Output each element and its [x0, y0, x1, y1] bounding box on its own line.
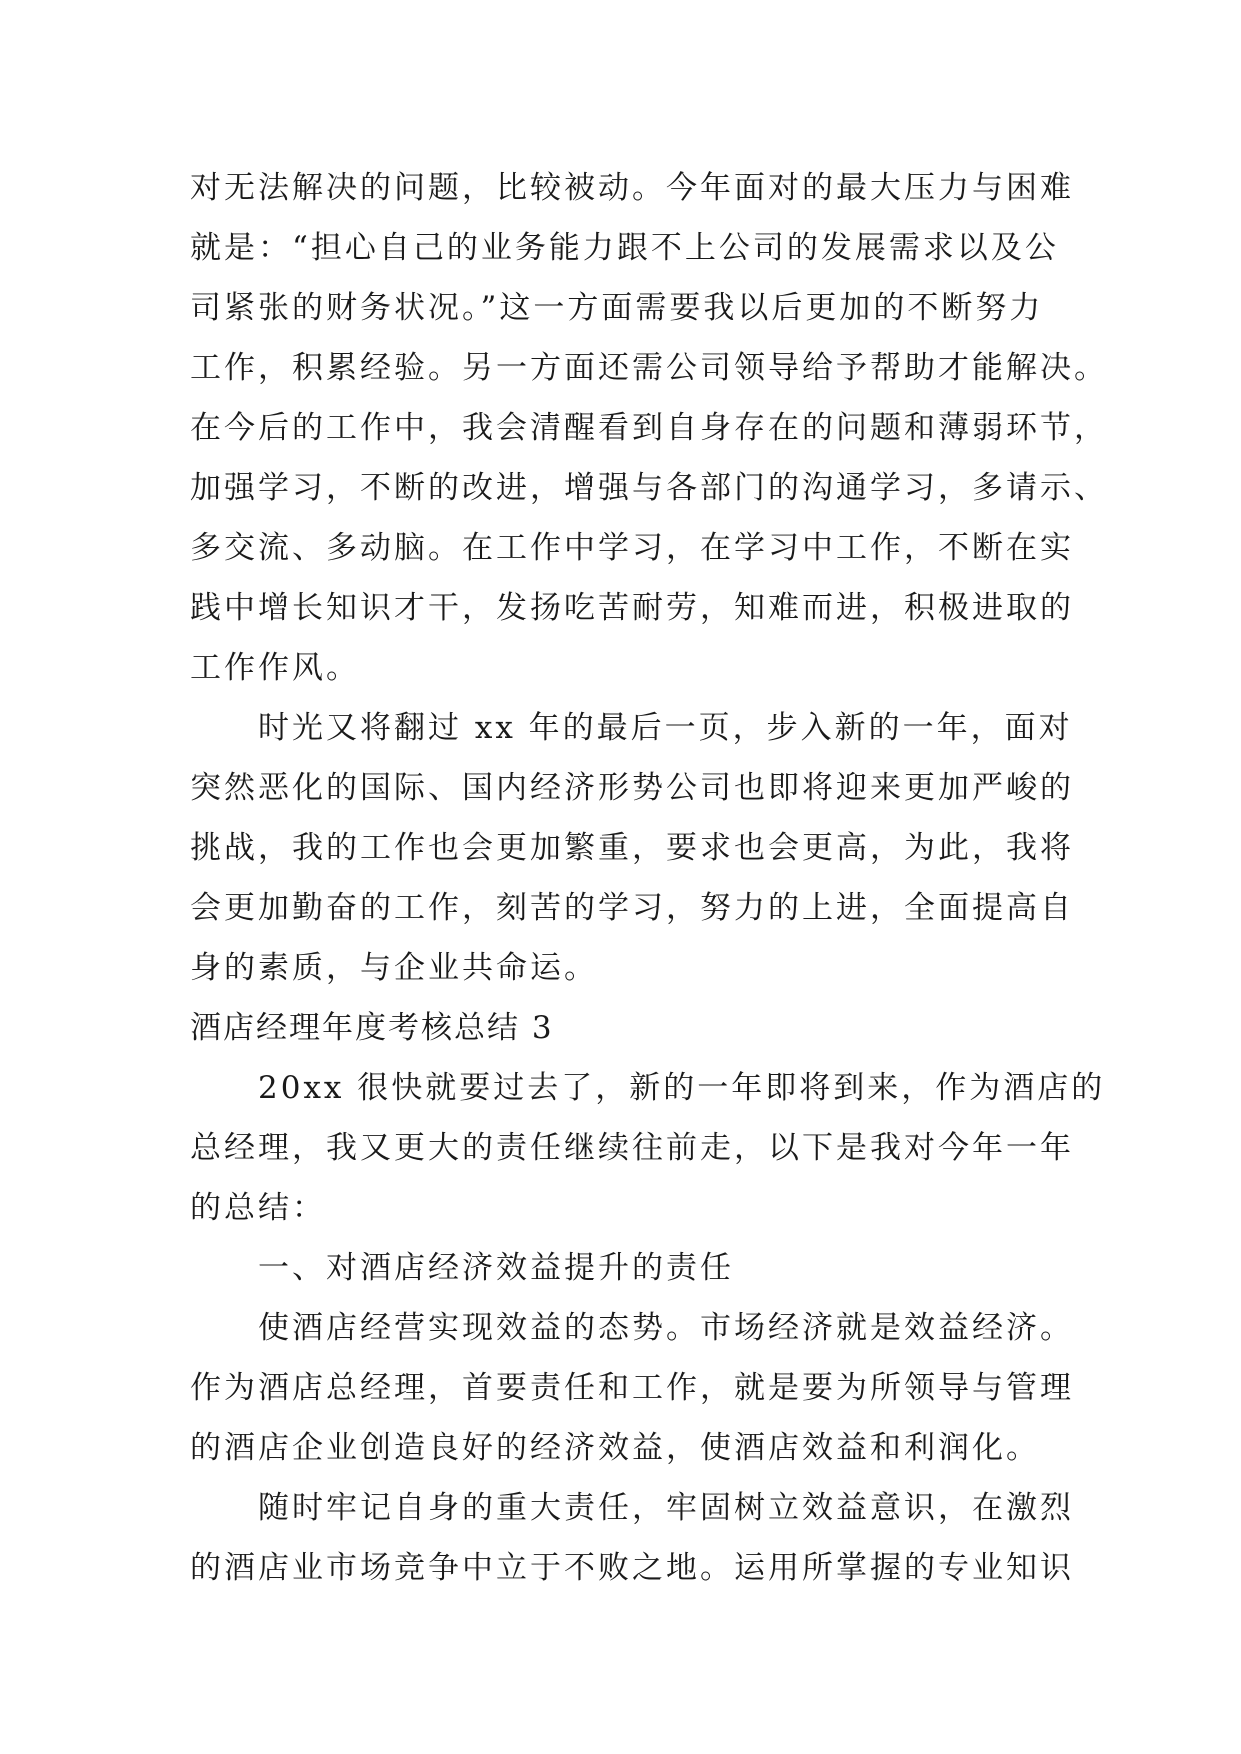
text-line: 随时牢记自身的重大责任，牢固树立效益意识，在激烈 [190, 1490, 1074, 1526]
text-line: 践中增长知识才干，发扬吃苦耐劳，知难而进，积极进取的 [190, 590, 1074, 626]
text-line: 加强学习，不断的改进，增强与各部门的沟通学习，多请示、 [190, 470, 1108, 506]
text-line: 的总结： [190, 1190, 326, 1226]
text-line: 20xx 很快就要过去了，新的一年即将到来，作为酒店的 [190, 1070, 1106, 1106]
subsection-heading: 一、对酒店经济效益提升的责任 [190, 1250, 734, 1286]
document-body [190, 158, 1108, 1598]
text-line: 时光又将翻过 xx 年的最后一页，步入新的一年，面对 [190, 710, 1073, 746]
text-line: 挑战，我的工作也会更加繁重，要求也会更高，为此，我将 [190, 830, 1074, 866]
text-line: 司紧张的财务状况。”这一方面需要我以后更加的不断努力 [190, 290, 1044, 326]
text-line: 在今后的工作中，我会清醒看到自身存在的问题和薄弱环节， [190, 410, 1108, 446]
text-line: 总经理，我又更大的责任继续往前走，以下是我对今年一年 [190, 1130, 1074, 1166]
section-heading: 酒店经理年度考核总结 3 [190, 1010, 554, 1046]
text-line: 工作作风。 [190, 650, 360, 686]
text-line: 身的素质，与企业共命运。 [190, 950, 598, 986]
text-line: 突然恶化的国际、国内经济形势公司也即将迎来更加严峻的 [190, 770, 1074, 806]
text-line: 的酒店业市场竞争中立于不败之地。运用所掌握的专业知识 [190, 1550, 1074, 1586]
text-line: 会更加勤奋的工作，刻苦的学习，努力的上进，全面提高自 [190, 890, 1074, 926]
text-line: 作为酒店总经理，首要责任和工作，就是要为所领导与管理 [190, 1370, 1074, 1406]
text-line: 多交流、多动脑。在工作中学习，在学习中工作，不断在实 [190, 530, 1074, 566]
text-line: 就是：“担心自己的业务能力跟不上公司的发展需求以及公 [190, 230, 1059, 266]
text-line: 对无法解决的问题，比较被动。今年面对的最大压力与困难 [190, 170, 1074, 206]
text-line: 使酒店经营实现效益的态势。市场经济就是效益经济。 [190, 1310, 1074, 1346]
text-line: 的酒店企业创造良好的经济效益，使酒店效益和利润化。 [190, 1430, 1040, 1466]
text-line: 工作，积累经验。另一方面还需公司领导给予帮助才能解决。 [190, 350, 1108, 386]
